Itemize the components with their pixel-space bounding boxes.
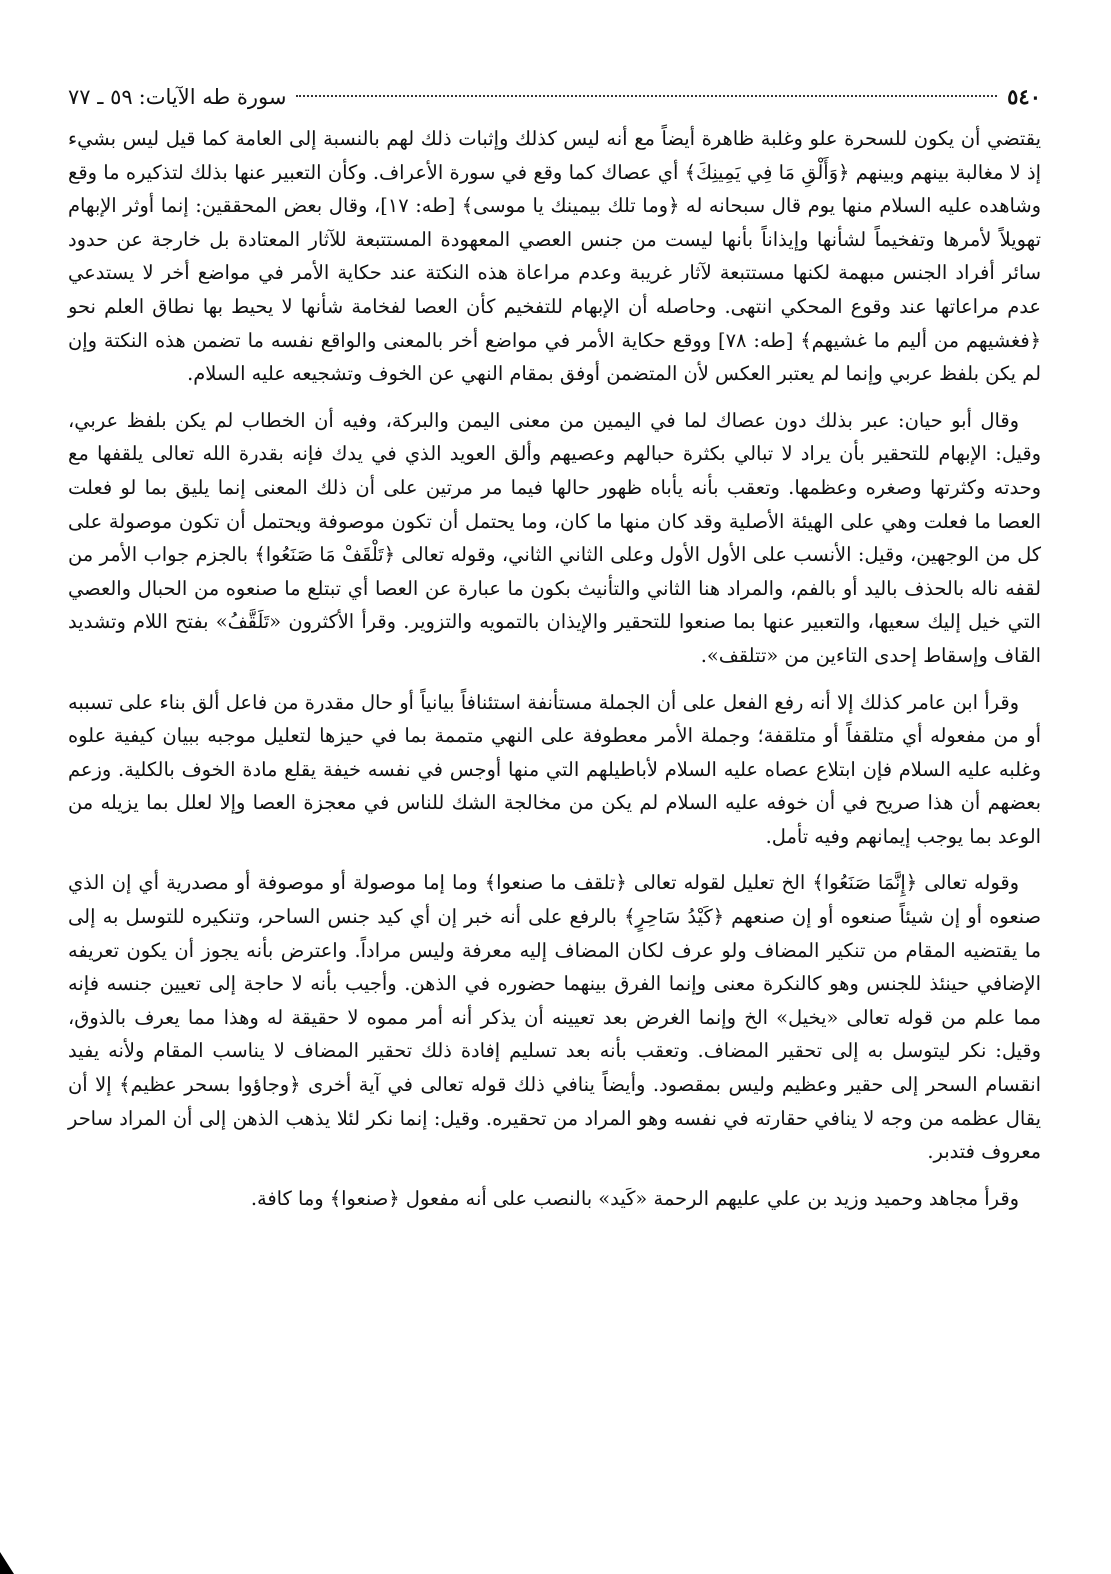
surah-title: سورة طه الآيات:: [138, 85, 287, 109]
running-header: [68, 82, 1041, 112]
paragraph-4: وقوله تعالى ﴿إِنَّمَا صَنَعُوا﴾ الخ تعليل لقوله تعالى ﴿تلقف ما صنعوا﴾ وما إما موصولة أو موصوفة أو مصدرية أي إن الذي صنعوه أو إن شيئاً صنعوه أو إن صنعهم ﴿كَيْدُ سَاحِرٍ﴾ بالرفع على أنه خبر إن أي كيد جنس الساحر، وتنكيره للتوسل به إلى ما يقتضيه المقام من تنكير المضاف ولو عرف لكان المضاف إليه معرفة وليس مراداً. واعترض بأنه يجوز أن يكون تعريفه الإضافي حينئذ للجنس وهو كالنكرة معنى وإنما الفرق بينهما حضوره في الذهن. وأجيب بأنه لا حاجة إلى تعيين جنسه فإنه مما علم من قوله تعالى «يخيل» الخ وإنما الغرض بعد تعيينه أن يذكر أنه أمر مموه لا حقيقة له وهذا مما يعرف بالذوق، وقيل: نكر ليتوسل به إلى تحقير المضاف. وتعقب بأنه بعد تسليم إفادة ذلك تحقير المضاف لا يناسب المقام ولأنه يفيد انقسام السحر إلى حقير وعظيم وليس بمقصود. وأيضاً ينافي ذلك قوله تعالى في آية أخرى ﴿وجاؤوا بسحر عظيم﴾ إلا أن يقال عظمه من وجه لا ينافي حقارته في نفسه وهو المراد من تحقيره. وقيل: إنما نكر لئلا يذهب الذهن إلى أن المراد ساحر معروف فتدبر.: [68, 871, 1041, 1164]
paragraph-2: وقال أبو حيان: عبر بذلك دون عصاك لما في اليمين من معنى اليمن والبركة، وفيه أن الخطاب لم يكن بلفظ عربي، وقيل: الإبهام للتحقير بأن يراد لا تبالي بكثرة حبالهم وعصيهم وألق العويد الذي في يدك فإنه بقدرة الله تعالى يلقفها مع وحدته وكثرتها وصغره وعظمها. وتعقب بأنه يأباه ظهور حالها فيما مر مرتين على أن ذلك المعنى إنما يليق بما لو فعلت العصا ما فعلت وهي على الهيئة الأصلية وقد كان منها ما كان، وما يحتمل أن تكون موصوفة ويحتمل أن تكون موصولة على كل من الوجهين، وقيل: الأنسب على الأول الأول وعلى الثاني الثاني، وقوله تعالى ﴿تَلْقَفْ مَا صَنَعُوا﴾ بالجزم جواب الأمر من لقفه ناله بالحذف باليد أو بالفم، والمراد هنا الثاني والتأنيث بكون ما عبارة عن العصا أي تبتلع ما صنعوه من الحبال والعصي التي خيل إليك سعيها، والتعبير عنها بما صنعوا للتحقير والإيذان بالتمويه والتزوير. وقرأ الأكثرون «تَلَقَّفُ» بفتح اللام وتشديد القاف وإسقاط إحدى التاءين من «تتلقف».: [68, 408, 1041, 667]
paragraph-3: وقرأ ابن عامر كذلك إلا أنه رفع الفعل على أن الجملة مستأنفة استئنافاً بيانياً أو حال مقدرة من فاعل ألق بناء على تسببه أو من مفعوله أي متلقفاً أو متلقفة؛ وجملة الأمر معطوفة على النهي متممة بما في حيزها لتعليل موجبه ببيان كيفية علوه وغلبه عليه السلام فإن ابتلاع عصاه عليه السلام لأباطيلهم التي منها أوجس في نفسه خيفة يقلع مادة الخوف بالكلية. وزعم بعضهم أن هذا صريح في أن خوفه عليه السلام لم يكن من مخالجة الشك للناس في معجزة العصا وإلا لعلل بما يزيله من الوعد بما يوجب إيمانهم وفيه تأمل.: [68, 690, 1041, 848]
verse-range: ٥٩ ـ ٧٧: [68, 85, 133, 109]
paragraph-1: يقتضي أن يكون للسحرة علو وغلبة ظاهرة أيضاً مع أنه ليس كذلك وإثبات ذلك لهم بالنسبة إلى العامة كما قيل ليس بشيء إذ لا مغالبة بينهم وبينهم ﴿وَأَلْقِ مَا فِي يَمِينِكَ﴾ أي عصاك كما وقع في سورة الأعراف. وكأن التعبير عنها بذلك لتذكيره ما وقع وشاهده عليه السلام منها يوم قال سبحانه له ﴿وما تلك بيمينك يا موسى﴾ [طه: ١٧]، وقال بعض المحققين: إنما أوثر الإبهام تهويلاً لأمرها وتفخيماً لشأنها وإيذاناً بأنها ليست من جنس العصي المعهودة المستتبعة للآثار المعتادة بل خارجة عن حدود سائر أفراد الجنس مبهمة لكنها مستتبعة لآثار غريبة وعدم مراعاة هذه النكتة عند حكاية الأمر في مواضع أخر لا يستدعي عدم مراعاتها عند وقوع المحكي انتهى. وحاصله أن الإبهام للتفخيم كأن العصا لفخامة شأنها لا يحيط بها نطاق العلم نحو ﴿فغشيهم من أليم ما غشيهم﴾ [طه: ٧٨] ووقع حكاية الأمر في مواضع أخر بالمعنى والواقع نفسه ما تضمن هذه النكتة وإن لم يكن بلفظ عربي وإنما لم يعتبر العكس لأن المتضمن أوفق بمقام النهي عن الخوف وتشجيعه عليه السلام.: [68, 127, 1042, 386]
book-page: [68, 82, 1041, 1228]
body-text: [68, 122, 1041, 1215]
page-number: ٥٤٠: [1007, 84, 1041, 109]
paragraph-5: وقرأ مجاهد وحميد وزيد بن علي عليهم الرحمة «كَيد» بالنصب على أنه مفعول ﴿صنعوا﴾ وما كافة.: [250, 1186, 1019, 1210]
dotted-leader: [296, 95, 997, 97]
page-corner-mark: [0, 1552, 14, 1574]
